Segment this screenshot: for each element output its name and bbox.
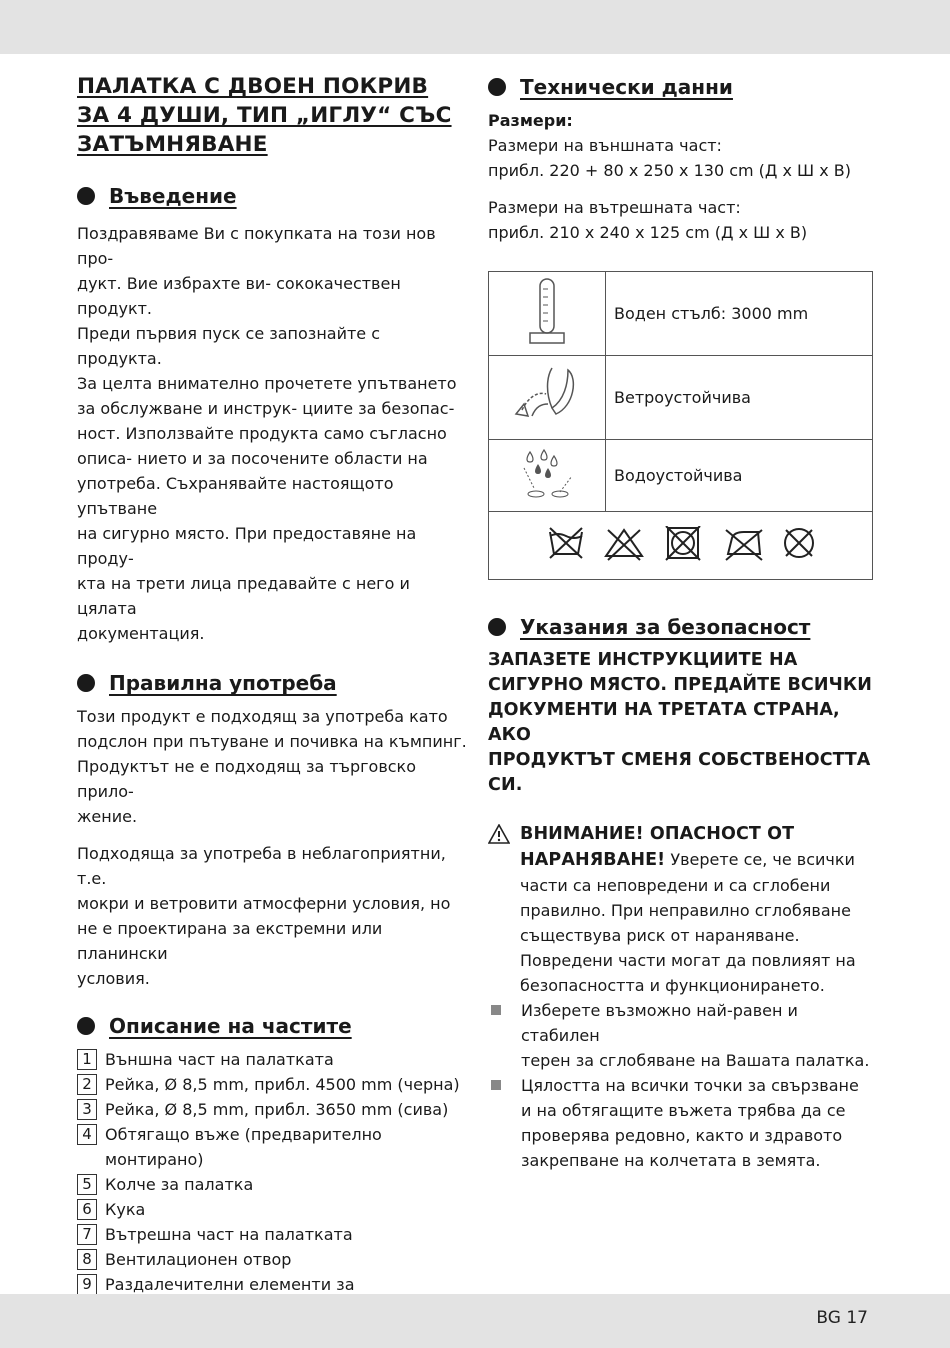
text-line: кта на трети лица предавайте с него и цялата (77, 574, 410, 618)
intro-heading: Въведение (77, 181, 467, 211)
text-line: подслон при пътуване и почивка на къмпинг. (77, 732, 467, 751)
text-line: ност. Използвайте продукта само съгласно (77, 424, 447, 443)
list-item: 4 Обтягащо въже (предварително монтирано) (77, 1122, 467, 1172)
title-line: ПАЛАТКА С ДВОЕН ПОКРИВ (77, 74, 429, 99)
parts-heading: Описание на частите (77, 1011, 467, 1041)
text-line: Подходяща за употреба в неблагоприятни, т.е. (77, 844, 446, 888)
text-line: на сигурно място. При предоставяне на проду- (77, 524, 417, 568)
intro-text (77, 221, 467, 646)
document-title (77, 72, 467, 159)
warning-triangle-icon (488, 824, 510, 998)
text-line: Продуктът не е подходящ за търговско прило- (77, 757, 416, 801)
parts-list (77, 1047, 467, 1322)
table-row (489, 356, 873, 440)
text-line: съществува риск от нараняване. (520, 926, 800, 945)
text-line: части са неповредени и са сглобени (520, 876, 831, 895)
inner-label: Размери на вътрешната част: (488, 198, 741, 217)
text-line: описа- нието и за посочените области на (77, 449, 428, 468)
text-line: Повредени части могат да повлияят на (520, 951, 856, 970)
warning-block: ВНИМАНИЕ! ОПАСНОСТ ОТ НАРАНЯВАНЕ! Уверете се, че всички части са неповредени и са сглобени правилно. При неправилно сглобяване съществува риск от нараняване. Повредени части могат да повлияят на безопасността и функционирането. (488, 822, 878, 998)
no-tumble-dry-icon (666, 526, 700, 560)
list-item: 9 Раздалечителни елементи за (77, 1272, 467, 1322)
page-number: BG 17 (816, 1308, 868, 1328)
right-column (488, 72, 878, 1173)
text-line: ЗАПАЗЕТЕ ИНСТРУКЦИИТЕ НА (488, 650, 798, 670)
text-line: мокри и ветровити атмосферни условия, но (77, 894, 451, 913)
text-line: ПРОДУКТЪТ СМЕНЯ СОБСТВЕНОСТТА (488, 750, 871, 770)
list-item: 7 Вътрешна част на палатката (77, 1222, 467, 1247)
section-bullet-icon (488, 618, 506, 636)
table-row (489, 272, 873, 356)
wind-resistant-icon (489, 356, 606, 440)
no-dry-clean-icon (785, 529, 813, 557)
list-item: 2 Рейка, Ø 8,5 mm, прибл. 4500 mm (черна) (77, 1072, 467, 1097)
water-resistant-icon (489, 440, 606, 512)
text-line: дукт. Вие избрахте ви- сококачествен продукт. (77, 274, 401, 318)
list-item: 5 Колче за палатка (77, 1172, 467, 1197)
top-band (0, 0, 950, 54)
dimensions-label: Размери: (488, 111, 573, 130)
section-bullet-icon (488, 78, 506, 96)
wind-resistant-text: Ветроустойчива (606, 356, 873, 440)
list-item: Цялостта на всички точки за свързване и на обтягащите въжета трябва да се проверява редовно, както и здравото закрепване на колчетата в земята. (488, 1073, 878, 1173)
square-bullet-icon (491, 1005, 501, 1015)
footer-band (0, 1294, 950, 1348)
text-line: употреба. Съхранявайте настоящото упътване (77, 474, 394, 518)
text-line: Този продукт е подходящ за употреба като (77, 707, 448, 726)
spec-table (488, 271, 873, 580)
title-line: ЗАТЪМНЯВАНЕ (77, 132, 268, 157)
text-line: условия. (77, 969, 150, 988)
text-line: Поздравяваме Ви с покупката на този нов про- (77, 224, 436, 268)
water-resistant-text: Водоустойчива (606, 440, 873, 512)
safety-uppercase (488, 648, 878, 798)
warning-title: ВНИМАНИЕ! ОПАСНОСТ ОТ (520, 824, 795, 844)
text-line: За целта внимателно прочетете упътването (77, 374, 457, 393)
text-line: правилно. При неправилно сглобяване (520, 901, 851, 920)
water-column-icon (489, 272, 606, 356)
no-ironing-icon (726, 530, 762, 560)
title-line: ЗА 4 ДУШИ, ТИП „ИГЛУ“ СЪС (77, 103, 452, 128)
section-bullet-icon (77, 187, 95, 205)
text-line: жение. (77, 807, 138, 826)
text-line: за обслужване и инструк- циите за безопас- (77, 399, 455, 418)
water-column-text: Воден стълб: 3000 mm (606, 272, 873, 356)
text-line: Преди първия пуск се запознайте с продукта. (77, 324, 381, 368)
no-washing-icon (550, 528, 582, 558)
usage-heading: Правилна употреба (77, 668, 467, 698)
list-item: Изберете възможно най-равен и стабилен терен за сглобяване на Вашата палатка. (488, 998, 878, 1073)
tech-heading: Технически данни (488, 72, 878, 102)
usage-text-2 (77, 841, 467, 991)
section-bullet-icon (77, 1017, 95, 1035)
text-line: СИГУРНО МЯСТО. ПРЕДАЙТЕ ВСИЧКИ (488, 675, 872, 695)
usage-text-1 (77, 704, 467, 829)
text-line: СИ. (488, 775, 523, 795)
safety-heading: Указания за безопасност (488, 612, 878, 642)
table-row (489, 440, 873, 512)
outer-label: Размери на външната част: (488, 136, 722, 155)
text-line: документация. (77, 624, 205, 643)
list-item: 1 Външна част на палатката (77, 1047, 467, 1072)
inner-value: прибл. 210 x 240 x 125 cm (Д x Ш x В) (488, 223, 808, 242)
list-item: 6 Кука (77, 1197, 467, 1222)
section-bullet-icon (77, 674, 95, 692)
table-row (489, 512, 873, 580)
text-line: ДОКУМЕНТИ НА ТРЕТАТА СТРАНА, АКО (488, 700, 840, 745)
square-bullet-icon (491, 1080, 501, 1090)
care-symbols (489, 512, 873, 580)
dimensions-block (488, 108, 878, 245)
text-line: не е проектирана за екстремни или планински (77, 919, 383, 963)
list-item: 8 Вентилационен отвор (77, 1247, 467, 1272)
outer-value: прибл. 220 + 80 x 250 x 130 cm (Д x Ш x В) (488, 161, 852, 180)
text-line: безопасността и функционирането. (520, 976, 825, 995)
no-bleach-icon (606, 530, 642, 560)
left-column (77, 72, 467, 1322)
care-symbols-row (546, 526, 816, 562)
list-item: 3 Рейка, Ø 8,5 mm, прибл. 3650 mm (сива) (77, 1097, 467, 1122)
